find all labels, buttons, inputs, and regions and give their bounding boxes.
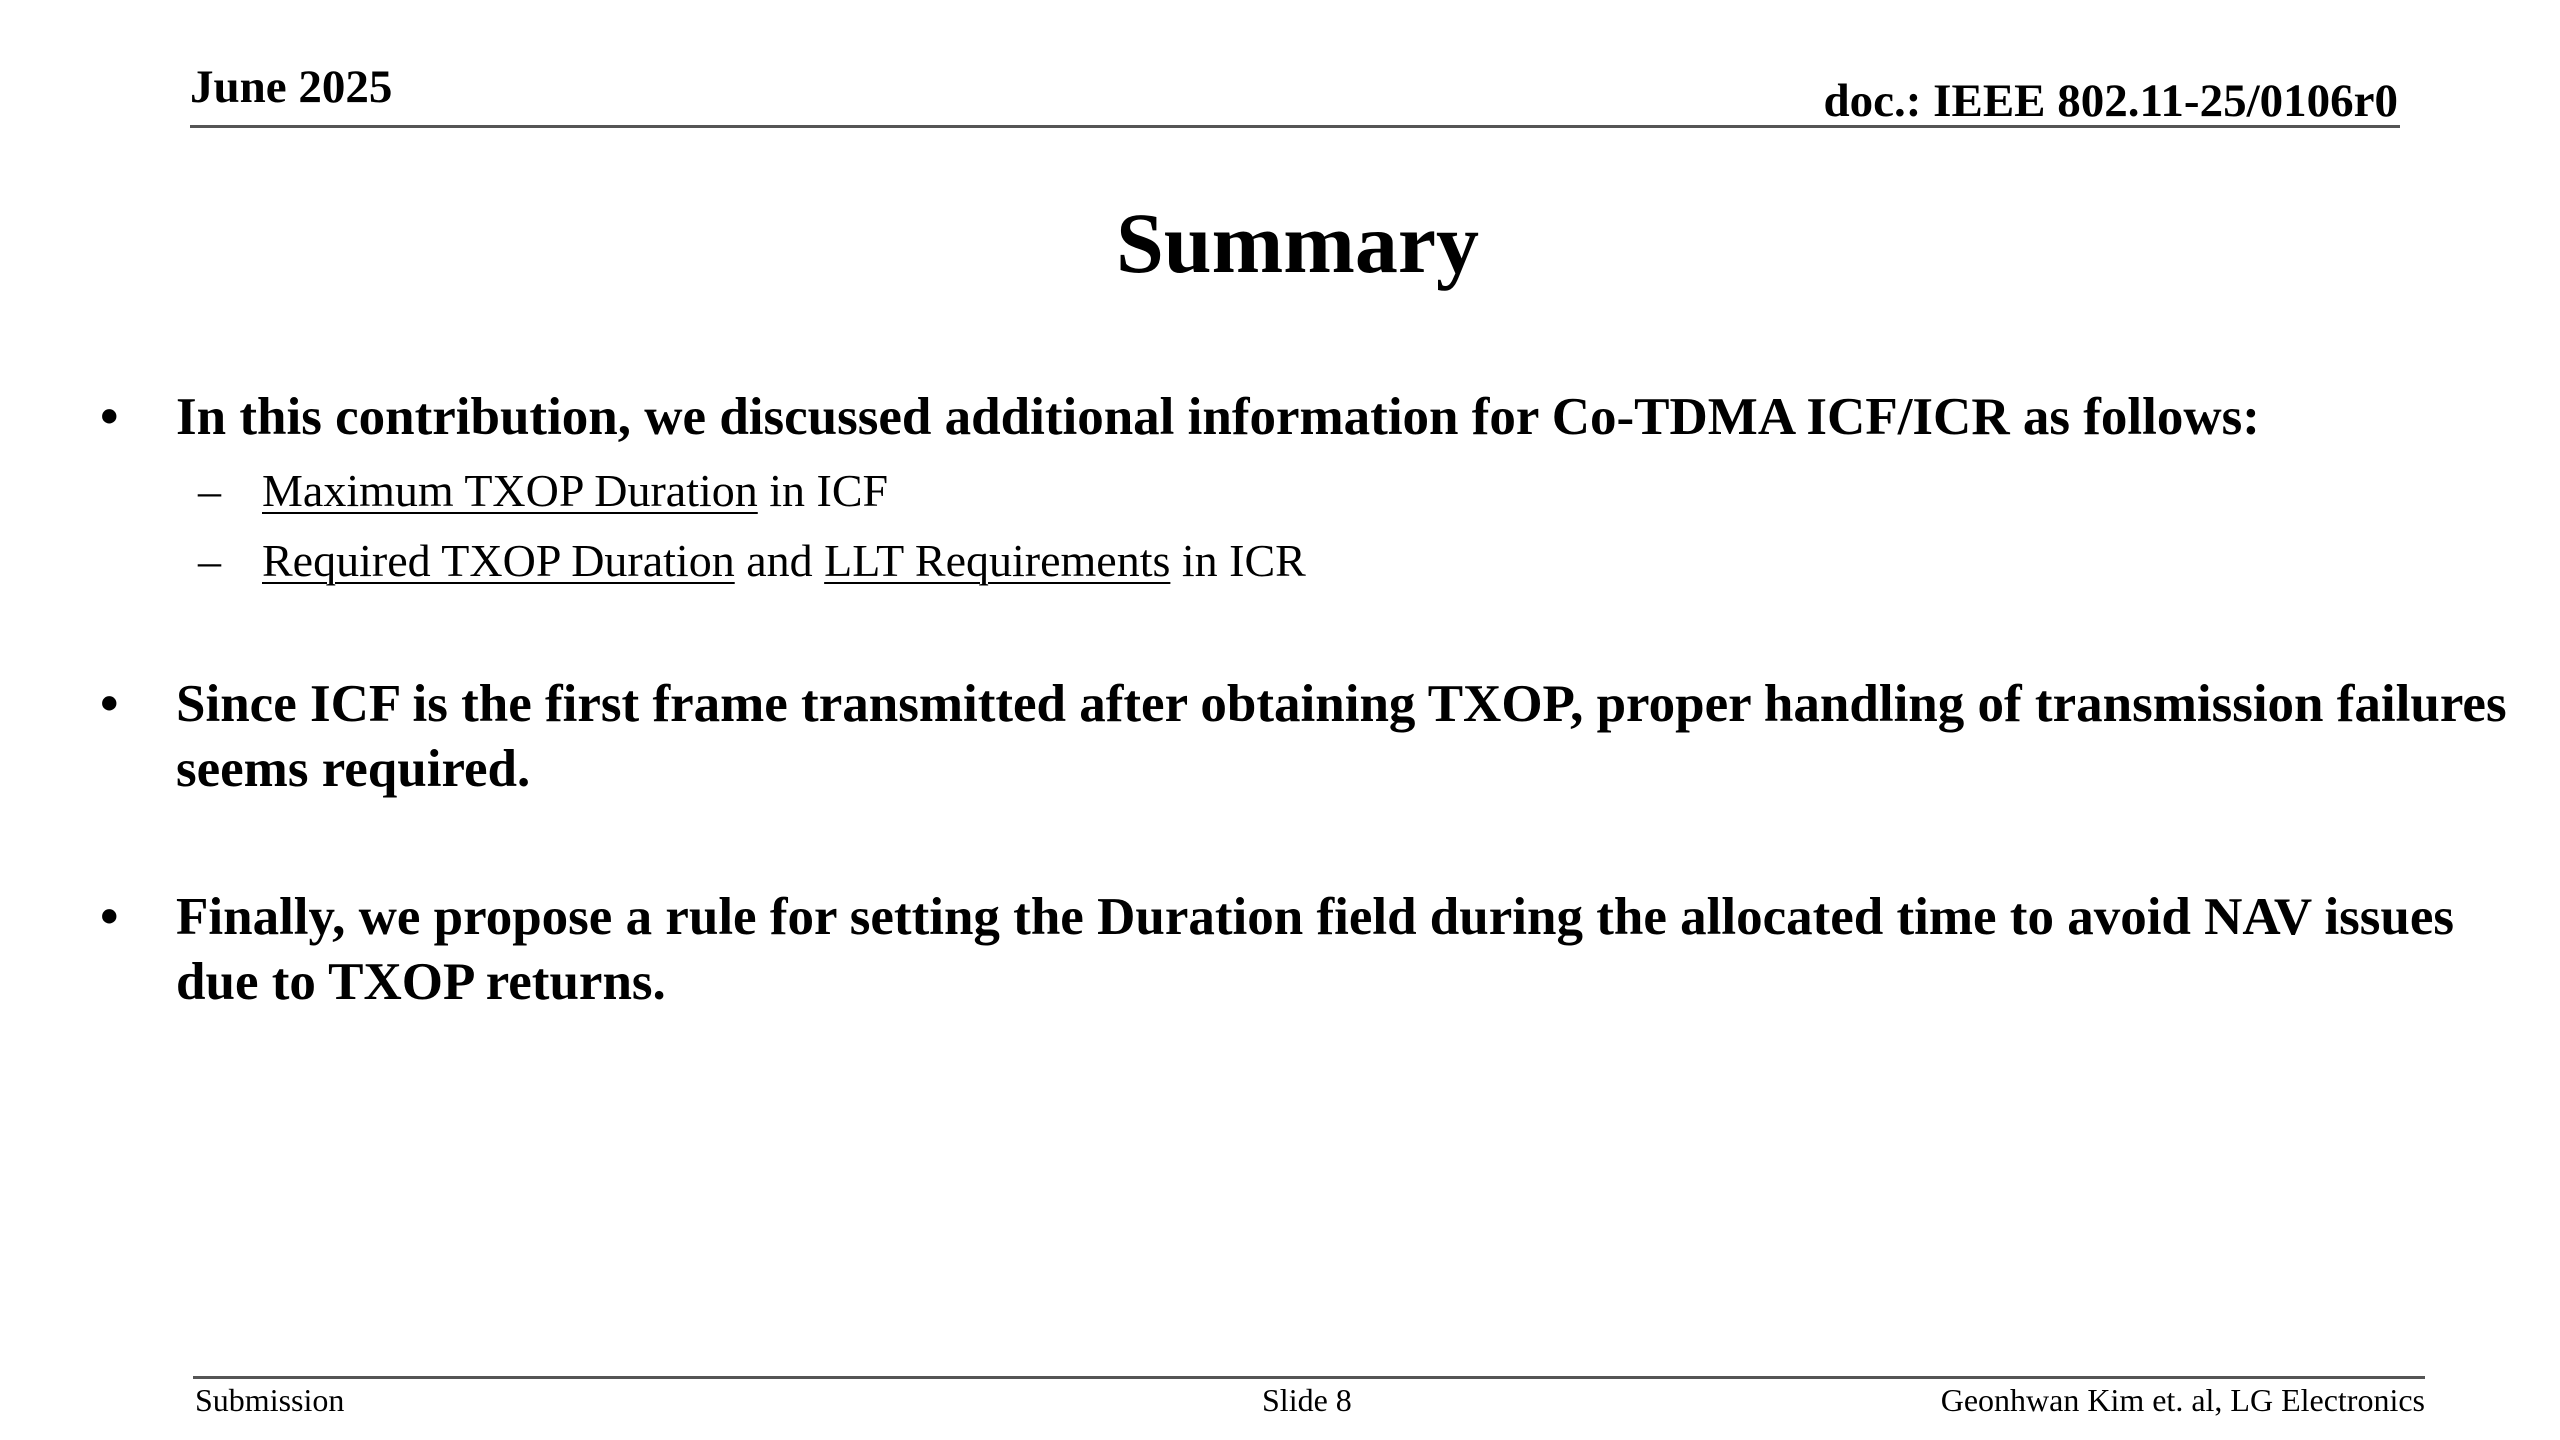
sub-bullet-2-suffix: in ICR	[1170, 535, 1306, 586]
footer-submission: Submission	[195, 1382, 345, 1418]
llt-requirements-term: LLT Requirements	[824, 535, 1171, 586]
bullet-3-text: Finally, we propose a rule for setting the Duration field during the allocated time to avoid NAV issues due to TXOP returns.	[176, 888, 2455, 1011]
bullet-2-marker: •	[100, 675, 119, 733]
sub-bullet-2-connector: and	[734, 535, 825, 586]
header-divider	[190, 125, 2400, 128]
sub-bullet-1-suffix: in ICF	[757, 465, 889, 516]
required-txop-duration-term: Required TXOP Duration	[262, 535, 735, 586]
header-date: June 2025	[190, 61, 393, 113]
sub-bullet-1-text	[262, 465, 889, 516]
footer-divider	[193, 1376, 2425, 1379]
header-document-id: doc.: IEEE 802.11-25/0106r0	[1823, 75, 2398, 127]
footer-slide-number: Slide 8	[1262, 1382, 1352, 1418]
max-txop-duration-term: Maximum TXOP Duration	[262, 465, 758, 516]
sub-bullet-2-text	[262, 535, 1306, 586]
bullet-1-marker: •	[100, 388, 119, 446]
bullet-1-text: In this contribution, we discussed additional information for Co-TDMA ICF/ICR as follows:	[176, 388, 2260, 446]
sub-bullet-1-marker: –	[198, 465, 221, 516]
sub-bullet-2-marker: –	[198, 535, 221, 586]
bullet-2-text: Since ICF is the first frame transmitted after obtaining TXOP, proper handling of transmission failures seems required.	[176, 675, 2507, 798]
slide-title: Summary	[1115, 195, 1480, 291]
bullet-3-marker: •	[100, 888, 119, 946]
footer-authors: Geonhwan Kim et. al, LG Electronics	[1940, 1382, 2425, 1418]
